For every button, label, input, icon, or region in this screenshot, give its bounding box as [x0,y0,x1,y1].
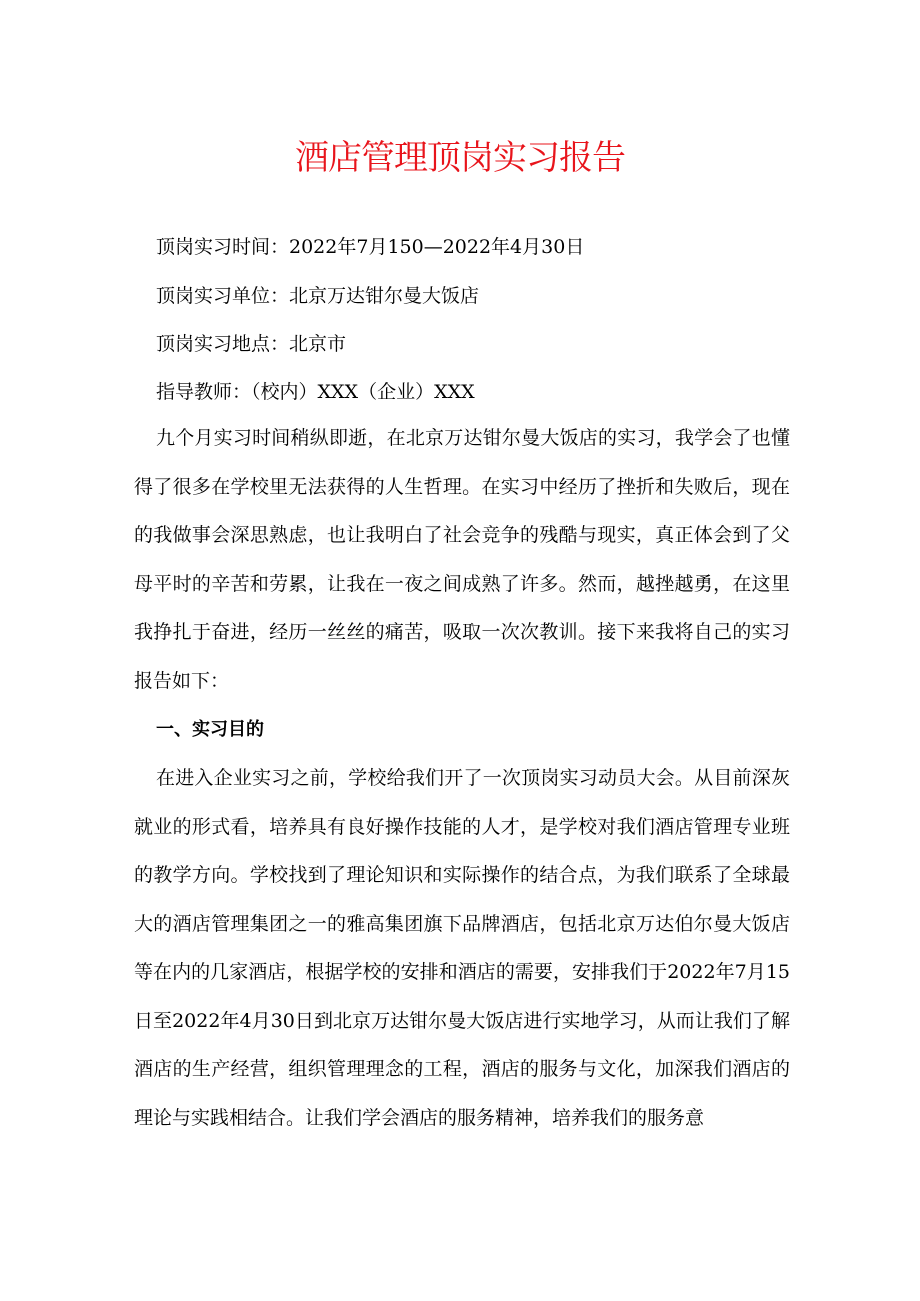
section-paragraph: 在进入企业实习之前，学校给我们开了一次顶岗实习动员大会。从目前深灰就业的形式看，培养具有良好操作技能的人才，是学校对我们酒店管理专业班的教学方向。学校找到了理论知识和实际操作的结合点，为我们联系了全球最大的酒店管理集团之一的雅高集团旗下品牌酒店，包括北京万达伯尔曼大饭店等在内的几家酒店，根据学校的安排和酒店的需要，安排我们于2022年7月15日至2022年4月30日到北京万达钳尔曼大饭店进行实地学习，从而让我们了解酒店的生产经营，组织管理理念的工程，酒店的服务与文化，加深我们酒店的理论与实践相结合。让我们学会酒店的服务精神，培养我们的服务意 [134,767,790,1129]
internship-company: 顶岗实习单位：北京万达钳尔曼大饭店 [156,285,480,307]
document-title: 酒店管理顶岗实习报告 [295,138,625,178]
section-heading: 一、实习目的 [156,719,264,740]
internship-period: 顶岗实习时间：2022年7月150—2022年4月30日 [156,236,585,258]
internship-location: 顶岗实习地点：北京市 [156,333,347,355]
supervisor-info: 指导教师：（校内）XXX（企业）XXX [156,381,475,403]
intro-paragraph: 九个月实习时间稍纵即逝，在北京万达钳尔曼大饭店的实习，我学会了也懂得了很多在学校里无法获得的人生哲理。在实习中经历了挫折和失败后，现在的我做事会深思熟虑，也让我明白了社会竞争的残酷与现实，真正体会到了父母平时的辛苦和劳累，让我在一夜之间成熟了许多。然而，越挫越勇，在这里我挣扎于奋进，经历一丝丝的痛苦，吸取一次次教训。接下来我将自己的实习报告如下： [134,427,790,692]
